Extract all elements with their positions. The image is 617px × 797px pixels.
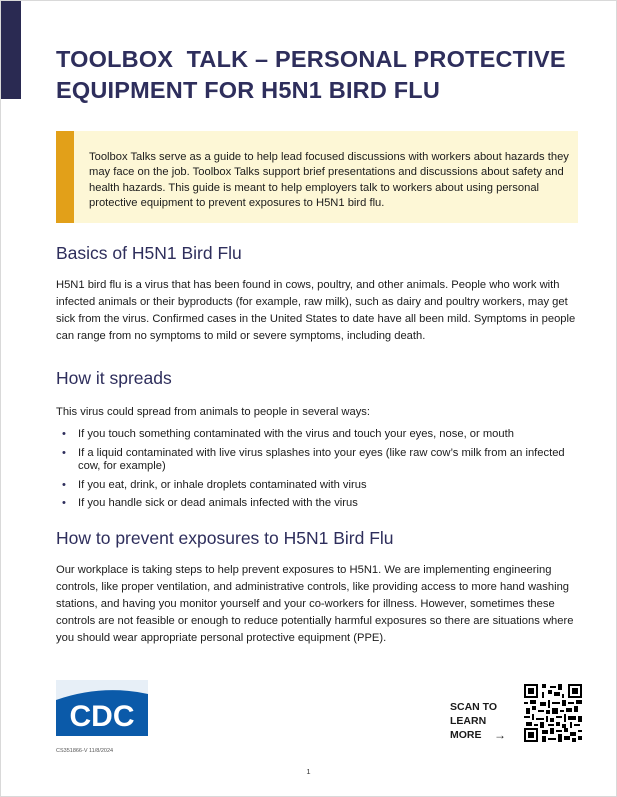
spread-heading: How it spreads xyxy=(56,368,172,388)
bullet-text: If you eat, drink, or inhale droplets contaminated with virus xyxy=(78,478,367,491)
bullet-text: If you touch something contaminated with the virus and touch your eyes, nose, or mouth xyxy=(78,428,514,440)
scan-line-1: SCAN TO xyxy=(450,701,498,713)
spread-bullet-list xyxy=(56,428,586,516)
list-item xyxy=(56,428,586,442)
spread-intro: This virus could spread from animals to people in several ways: xyxy=(56,406,371,418)
bullet-text: If a liquid contaminated with live virus splashes into your eyes (like raw cow’s milk from an infected cow, for example) xyxy=(78,446,565,472)
qr-code[interactable] xyxy=(524,684,582,742)
prevent-body: Our workplace is taking steps to help prevent exposures to H5N1. We are implementing engineering controls, like proper ventilation, and administrative controls, like providing access to more hand washing stations, and having you monitor yourself and your co-workers for illness. However, sometimes these controls are not feasible or enough to reduce potentially harmful exposures so there are situations where you should wear appropriate personal protective equipment (PPE). xyxy=(56,564,574,644)
callout-accent-bar xyxy=(56,131,74,223)
basics-heading: Basics of H5N1 Bird Flu xyxy=(56,243,242,263)
cdc-logo-text: CDC xyxy=(69,700,135,733)
bullet-icon: • xyxy=(62,497,66,509)
callout-text: Toolbox Talks serve as a guide to help lead focused discussions with workers about hazards they may face on the job. Toolbox Talks support brief presentations and discussions about safety and health hazards. This guide is meant to help employers talk to workers about using personal protective equipment to prevent exposures to H5N1 bird flu. xyxy=(89,151,569,210)
scan-to-learn-more xyxy=(450,700,520,742)
prevent-heading: How to prevent exposures to H5N1 Bird Flu xyxy=(56,528,394,548)
list-item xyxy=(56,479,586,493)
intro-callout xyxy=(56,131,578,223)
arrow-right-icon: → xyxy=(494,728,506,742)
cdc-logo xyxy=(56,680,148,736)
side-accent-bar xyxy=(1,1,21,99)
bullet-icon: • xyxy=(62,478,66,491)
bullet-icon: • xyxy=(62,428,66,440)
basics-body: H5N1 bird flu is a virus that has been found in cows, poultry, and other animals. People who work with infected animals or their byproducts (for example, raw milk), such as dairy and poultry workers, may get sick from the virus. Confirmed cases in the United States to date have all been mild. Symptoms in people can range from no symptoms to mild or severe symptoms, including death. xyxy=(56,279,576,342)
list-item xyxy=(56,497,586,511)
page-title: TOOLBOX TALK – PERSONAL PROTECTIVE EQUIPMENT FOR H5N1 BIRD FLU xyxy=(56,46,566,103)
scan-line-3: MORE xyxy=(450,729,482,741)
bullet-text: If you handle sick or dead animals infected with the virus xyxy=(78,497,358,509)
document-code: CS351866-V 11/8/2024 xyxy=(56,748,114,754)
scan-line-2: LEARN xyxy=(450,715,487,727)
list-item xyxy=(56,447,586,474)
page-number: 1 xyxy=(306,767,311,776)
bullet-icon: • xyxy=(62,446,66,459)
